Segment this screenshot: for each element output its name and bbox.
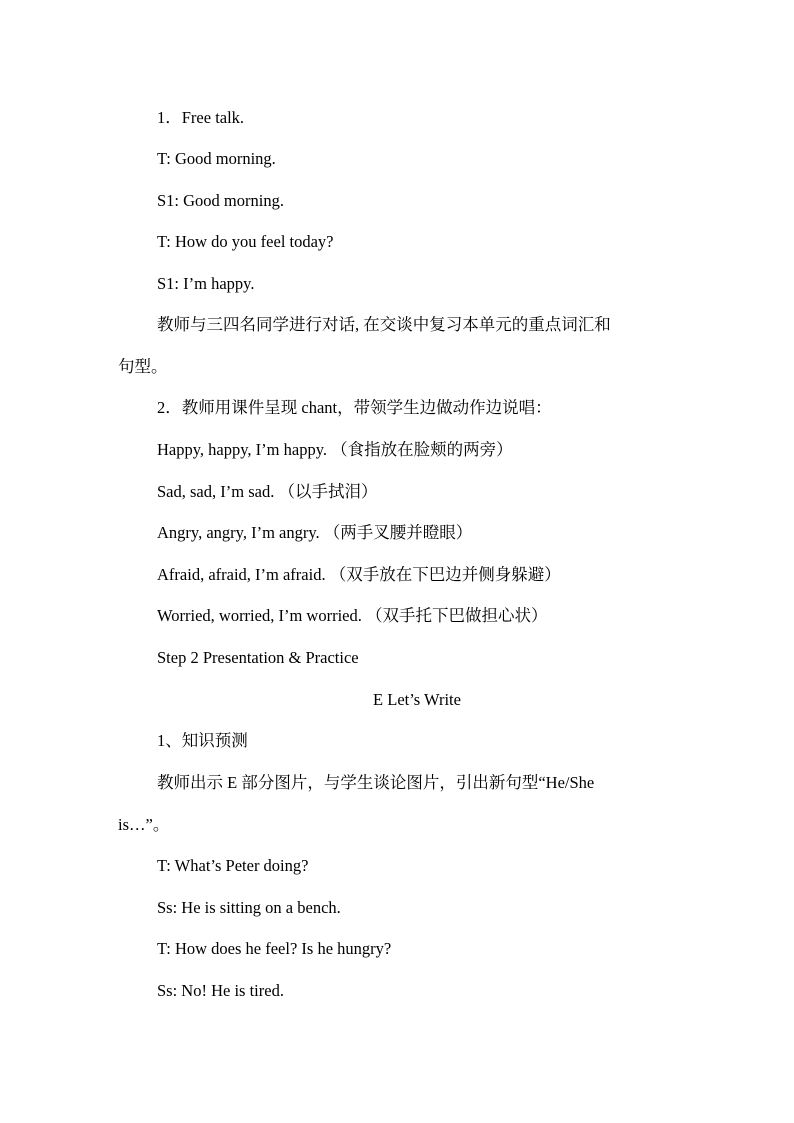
chant-line: Angry, angry, I’m angry. （两手叉腰并瞪眼） — [157, 523, 473, 542]
dialogue-line: T: How do you feel today? — [157, 232, 334, 251]
paragraph-line: is…”。 — [118, 815, 170, 834]
section-heading-prediction: 1、知识预测 — [157, 731, 248, 750]
dialogue-line: T: How does he feel? Is he hungry? — [157, 939, 392, 958]
dialogue-line: S1: Good morning. — [157, 191, 284, 210]
chant-line: Sad, sad, I’m sad. （以手拭泪） — [157, 482, 378, 501]
paragraph-line: 教师与三四名同学进行对话, 在交谈中复习本单元的重点词汇和 — [157, 315, 611, 334]
dialogue-line: S1: I’m happy. — [157, 274, 255, 293]
paragraph-line: 句型。 — [118, 357, 168, 376]
chant-line: Afraid, afraid, I’m afraid. （双手放在下巴边并侧身躲避） — [157, 565, 561, 584]
chant-line: Happy, happy, I’m happy. （食指放在脸颊的两旁） — [157, 440, 513, 459]
chant-line: Worried, worried, I’m worried. （双手托下巴做担心状） — [157, 606, 548, 625]
dialogue-line: Ss: He is sitting on a bench. — [157, 898, 341, 917]
section-title: E Let’s Write — [373, 690, 461, 709]
dialogue-line: T: What’s Peter doing? — [157, 856, 309, 875]
paragraph-line: 教师出示 E 部分图片，与学生谈论图片，引出新句型“He/She — [157, 773, 595, 792]
section-heading-free-talk: 1．Free talk. — [157, 108, 245, 127]
step-heading: Step 2 Presentation & Practice — [157, 648, 359, 667]
dialogue-line: T: Good morning. — [157, 149, 276, 168]
dialogue-line: Ss: No! He is tired. — [157, 981, 284, 1000]
section-heading-chant: 2．教师用课件呈现 chant，带领学生边做动作边说唱： — [157, 398, 552, 417]
